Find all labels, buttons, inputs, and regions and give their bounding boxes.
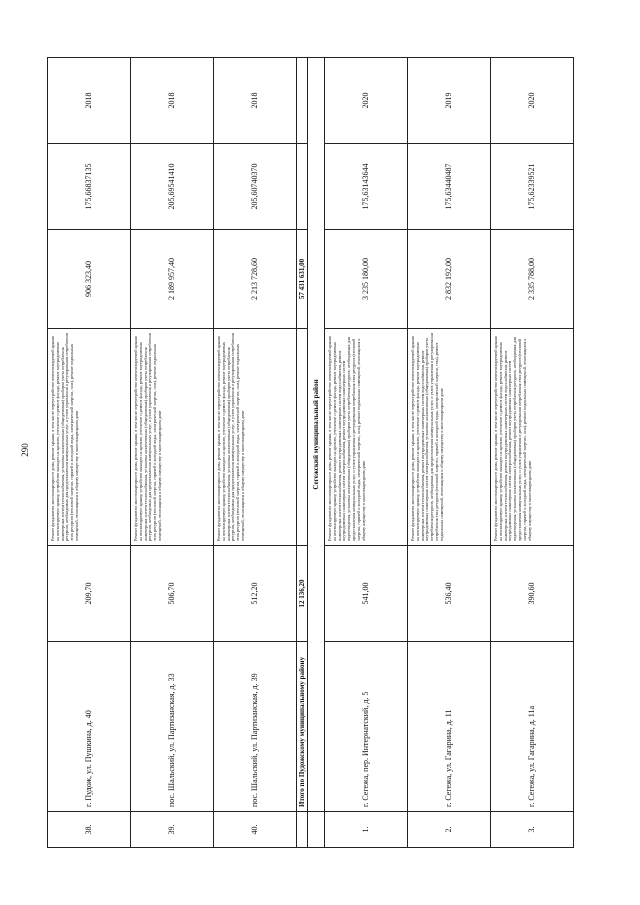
row-year: 2018 xyxy=(48,58,131,144)
row-address: г. Пудож, ул. Пушкина, д. 40 xyxy=(48,642,131,812)
table-row xyxy=(48,58,131,848)
section-blank-cell xyxy=(308,812,325,848)
rotated-table-frame xyxy=(47,58,537,848)
row-address: г. Сегежа, пер. Интернатский, д. 5 xyxy=(325,642,408,812)
row-year: 2018 xyxy=(131,58,214,144)
row-cost: 2 213 728,60 xyxy=(214,230,297,329)
row-number: 3. xyxy=(491,812,574,848)
page-number: 290 xyxy=(20,443,30,457)
row-cost: 906 323,40 xyxy=(48,230,131,329)
row-area: 536,40 xyxy=(408,546,491,642)
table-row xyxy=(491,58,574,848)
row-works: Ремонт фундамента многоквартирного дома, ремонт крыши, в том числе переустройство невентилируемой крыши на вентилируемую крышу, устройство выходов на кровлю, утепление и ремонт фасада, ремонт внутридомовых инженерных систем теплоснабжения, установка коллективных (общедомовых) приборов учета потребления ресурсов, необходимых для предоставления коммунальных услуг, и узлов управления и регулирования потребления этих ресурсов (тепловой энергии, горячей и холодной воды, электрической энергии, газа), ремонт подвальных помещений, относящихся к общему имуществу в многоквартирном доме xyxy=(214,329,297,546)
row-works: Ремонт фундамента многоквартирного дома, ремонт крыши, в том числе переустройство невентилируемой крыши на вентилируемую крышу, устройство выходов на кровлю, утепление и ремонт фасада, ремонт внутридомовых инженерных систем теплоснабжения, ремонт внутридомовых инженерных систем водоснабжения, ремонт внутридомовых инженерных систем электроснабжения, ремонт внутридомовых инженерных систем водоотведения, установка коллективных (общедомовых) приборов учета потребления ресурсов, необходимых для предоставления коммунальных услуг, и узлов управления и регулирования потребления этих ресурсов (тепловой энергии, горячей и холодной воды, электрической энергии, газа), ремонт подвальных помещений, относящихся к общему имуществу в многоквартирном доме xyxy=(325,329,408,546)
row-cost: 2 189 957,40 xyxy=(131,230,214,329)
summary-blank-cell xyxy=(297,812,308,848)
row-cost: 2 335 788,00 xyxy=(491,230,574,329)
row-year: 2018 xyxy=(214,58,297,144)
table-row xyxy=(325,58,408,848)
row-specific-cost: 175,66837135 xyxy=(48,144,131,230)
row-specific-cost: 205,60740370 xyxy=(214,144,297,230)
row-works: Ремонт фундамента многоквартирного дома, ремонт крыши, в том числе переустройство невентилируемой крыши на вентилируемую крышу, устройство выходов на кровлю, утепление и ремонт фасада, ремонт внутридомовых инженерных систем теплоснабжения, установка коллективных (общедомовых) приборов учета потребления ресурсов, необходимых для предоставления коммунальных услуг, и узлов управления и регулирования потребления этих ресурсов (тепловой энергии, горячей и холодной воды, электрической энергии, газа), ремонт подвальных помещений, относящихся к общему имуществу в многоквартирном доме xyxy=(48,329,131,546)
row-number: 2. xyxy=(408,812,491,848)
row-specific-cost: 205,69541410 xyxy=(131,144,214,230)
row-address: г. Сегежа, ул. Гагарина, д. 11 xyxy=(408,642,491,812)
row-cost: 2 832 192,00 xyxy=(408,230,491,329)
row-specific-cost: 175,63143644 xyxy=(325,144,408,230)
row-specific-cost: 175,63440487 xyxy=(408,144,491,230)
row-works: Ремонт фундамента многоквартирного дома, ремонт крыши, в том числе переустройство невентилируемой крыши на вентилируемую крышу, устройство выходов на кровлю, утепление и ремонт фасада, ремонт внутридомовых инженерных систем теплоснабжения, ремонт внутридомовых инженерных систем водоснабжения, ремонт внутридомовых инженерных систем электроснабжения, установка коллективных (общедомовых) приборов учета потребления ресурсов, необходимых для предоставления коммунальных услуг, и узлов управления и регулирования потребления этих ресурсов (тепловой энергии, горячей и холодной воды, электрической энергии, газа), ремонт подвальных помещений, относящихся к общему имуществу в многоквартирном доме xyxy=(408,329,491,546)
table-row xyxy=(408,58,491,848)
row-area: 512,20 xyxy=(214,546,297,642)
row-area: 390,60 xyxy=(491,546,574,642)
row-year: 2020 xyxy=(491,58,574,144)
table-row xyxy=(131,58,214,848)
row-cost: 3 235 180,00 xyxy=(325,230,408,329)
summary-cost: 57 431 631,00 xyxy=(297,230,308,329)
row-address: пос. Шальский, ул. Партизанская, д. 33 xyxy=(131,642,214,812)
row-number: 1. xyxy=(325,812,408,848)
row-year: 2019 xyxy=(408,58,491,144)
row-works: Ремонт фундамента многоквартирного дома, ремонт крыши, в том числе переустройство невентилируемой крыши на вентилируемую крышу, устройство выходов на кровлю, утепление и ремонт фасада, ремонт внутридомовых инженерных систем теплоснабжения, установка коллективных (общедомовых) приборов учета потребления ресурсов, необходимых для предоставления коммунальных услуг, и узлов управления и регулирования потребления этих ресурсов (тепловой энергии, горячей и холодной воды, электрической энергии, газа), ремонт подвальных помещений, относящихся к общему имуществу в многоквартирном доме xyxy=(131,329,214,546)
section-header-row xyxy=(308,58,325,848)
capital-repair-table xyxy=(47,57,574,848)
row-area: 506,70 xyxy=(131,546,214,642)
row-number: 38. xyxy=(48,812,131,848)
summary-blank-cell xyxy=(297,329,308,546)
summary-label: Итого по Пудожскому муниципальному району xyxy=(297,642,308,812)
summary-area: 12 136,20 xyxy=(297,546,308,642)
summary-blank-cell xyxy=(297,144,308,230)
table-row xyxy=(214,58,297,848)
row-number: 39. xyxy=(131,812,214,848)
row-address: пос. Шальский, ул. Партизанская, д. 39 xyxy=(214,642,297,812)
row-area: 209,70 xyxy=(48,546,131,642)
row-address: г. Сегежа, ул. Гагарина, д. 11а xyxy=(491,642,574,812)
summary-blank-cell xyxy=(297,58,308,144)
section-title: Сегежский муниципальный район xyxy=(308,58,325,812)
summary-row xyxy=(297,58,308,848)
row-area: 541,00 xyxy=(325,546,408,642)
row-year: 2020 xyxy=(325,58,408,144)
row-works: Ремонт фундамента многоквартирного дома, ремонт крыши, в том числе переустройство невентилируемой крыши на вентилируемую крышу, устройство выходов на кровлю, утепление и ремонт фасада, ремонт внутридомовых инженерных систем теплоснабжения, ремонт внутридомовых инженерных систем водоснабжения, ремонт внутридомовых инженерных систем электроснабжения, ремонт внутридомовых инженерных систем водоотведения, установка коллективных (общедомовых) приборов учета потребления ресурсов, необходимых для предоставления коммунальных услуг, и узлов управления и регулирования потребления этих ресурсов (тепловой энергии, горячей и холодной воды, электрической энергии, газа), ремонт подвальных помещений, относящихся к общему имуществу в многоквартирном доме xyxy=(491,329,574,546)
row-specific-cost: 175,62339521 xyxy=(491,144,574,230)
row-number: 40. xyxy=(214,812,297,848)
